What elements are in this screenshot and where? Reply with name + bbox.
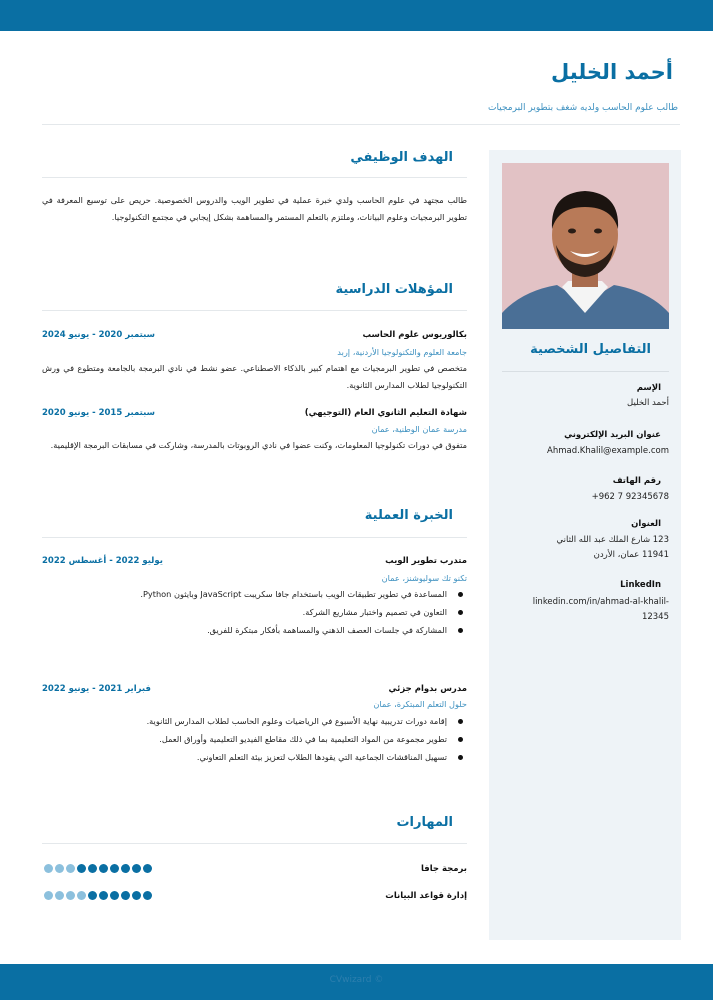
- skill-dot: [110, 864, 119, 873]
- education-description: متفوق في دورات تكنولوجيا المعلومات، وكنت عضوا في نادي الروبوتات بالمدرسة، وشاركت في مسابقات البرمجة الإقليمية.: [50, 440, 467, 450]
- skill-dot: [121, 864, 130, 873]
- skill-dot: [77, 891, 86, 900]
- degree-title: شهادة التعليم الثانوي العام (التوجيهي): [304, 408, 467, 418]
- skill-dot: [110, 891, 119, 900]
- footer-brand: CVwizard ©: [329, 975, 384, 985]
- list-item: المشاركة في جلسات العصف الذهني والمساهمة بأفكار مبتكرة للفريق.: [42, 622, 467, 638]
- skill-dot: [143, 864, 152, 873]
- education-institution: جامعة العلوم والتكنولوجيا الأردنية، إربد: [337, 347, 467, 357]
- name-label: الإسم: [636, 383, 661, 393]
- skill-dot: [44, 891, 53, 900]
- linkedin-line-2: 12345: [641, 612, 669, 622]
- bottom-banner: [0, 964, 713, 1000]
- address-label: العنوان: [631, 519, 661, 529]
- profile-photo: [502, 163, 669, 329]
- skill-dot: [99, 864, 108, 873]
- degree-dates: سبتمبر 2015 - يونيو 2020: [42, 408, 155, 418]
- education-institution: مدرسة عمان الوطنية، عمان: [371, 424, 467, 434]
- experience-item-header: [42, 556, 467, 568]
- personal-details-sidebar: [489, 150, 681, 940]
- skills-title: المهارات: [396, 815, 453, 830]
- job-company: حلول التعلم المبتكرة، عمان: [373, 699, 467, 709]
- skill-dot: [88, 891, 97, 900]
- skill-dot: [77, 864, 86, 873]
- education-title: المؤهلات الدراسية: [335, 282, 453, 297]
- list-item: المساعدة في تطوير تطبيقات الويب باستخدام جافا سكريبت JavaScript وبايثون Python.: [42, 586, 467, 602]
- skill-dot: [143, 891, 152, 900]
- skill-level-dots: [44, 891, 152, 903]
- skill-dot: [66, 864, 75, 873]
- job-dates: يوليو 2022 - أغسطس 2022: [42, 556, 163, 566]
- linkedin-label: LinkedIn: [620, 580, 661, 590]
- list-item: تطوير مجموعة من المواد التعليمية بما في ذلك مقاطع الفيديو التعليمية وأوراق العمل.: [42, 731, 467, 747]
- degree-title: بكالوريوس علوم الحاسب: [362, 330, 467, 340]
- skill-dot: [55, 864, 64, 873]
- education-divider: [42, 310, 467, 311]
- personal-details-title: التفاصيل الشخصية: [530, 342, 651, 357]
- skill-dot: [66, 891, 75, 900]
- name-value: أحمد الخليل: [627, 398, 669, 408]
- job-duties-list: [42, 586, 467, 640]
- person-avatar-icon: [502, 163, 669, 329]
- skill-dot: [88, 864, 97, 873]
- job-dates: فبراير 2021 - يونيو 2022: [42, 684, 151, 694]
- education-item-header: [42, 330, 467, 342]
- skill-dot: [99, 891, 108, 900]
- top-banner: [0, 0, 713, 31]
- address-line-2: 11941 عمان، الأردن: [593, 550, 669, 560]
- job-duties-list: [42, 713, 467, 767]
- candidate-tagline: طالب علوم الحاسب ولديه شغف بتطوير البرمجيات: [488, 103, 678, 113]
- phone-label: رقم الهاتف: [612, 476, 661, 486]
- objective-title: الهدف الوظيفي: [350, 150, 453, 165]
- education-description: متخصص في تطوير البرمجيات مع اهتمام كبير بالذكاء الاصطناعي. عضو نشط في نادي البرمجة بالجامعة ومتطوع في ورش التكنولوجيا لطلاب المدارس الثانوية.: [42, 363, 467, 390]
- skill-dot: [121, 891, 130, 900]
- skill-level-dots: [44, 864, 152, 876]
- header-divider: [42, 124, 680, 125]
- sidebar-divider: [502, 371, 669, 372]
- skill-dot: [44, 864, 53, 873]
- email-value: Ahmad.Khalil@example.com: [547, 446, 669, 456]
- education-item-header: [42, 408, 467, 420]
- list-item: تسهيل المناقشات الجماعية التي يقودها الطلاب لتعزيز بيئة التعلم التعاوني.: [42, 749, 467, 765]
- skill-dot: [132, 891, 141, 900]
- objective-divider: [42, 177, 467, 178]
- job-title: متدرب تطوير الويب: [385, 556, 467, 566]
- list-item: التعاون في تصميم واختبار مشاريع الشركة.: [42, 604, 467, 620]
- address-line-1: 123 شارع الملك عبد الله الثاني: [556, 535, 669, 545]
- skill-name: برمجة جافا: [420, 864, 467, 874]
- experience-title: الخبرة العملية: [364, 508, 453, 523]
- email-label: عنوان البريد الإلكتروني: [564, 430, 661, 440]
- candidate-name: أحمد الخليل: [551, 60, 673, 84]
- skill-dot: [132, 864, 141, 873]
- skills-divider: [42, 843, 467, 844]
- skill-name: إدارة قواعد البيانات: [385, 891, 467, 901]
- phone-value: +962 7 92345678: [591, 492, 669, 502]
- job-company: تكنو تك سوليوشنز، عمان: [381, 573, 467, 583]
- skill-dot: [55, 891, 64, 900]
- experience-divider: [42, 537, 467, 538]
- list-item: إقامة دورات تدريبية نهاية الأسبوع في الرياضيات وعلوم الحاسب لطلاب المدارس الثانوية.: [42, 713, 467, 729]
- job-title: مدرس بدوام جزئي: [388, 684, 467, 694]
- experience-item-header: [42, 684, 467, 696]
- linkedin-line-1: linkedin.com/in/ahmad-al-khalil-: [532, 597, 669, 607]
- degree-dates: سبتمبر 2020 - يونيو 2024: [42, 330, 155, 340]
- objective-text: طالب مجتهد في علوم الحاسب ولدي خبرة عملية في تطوير الويب والدروس الخصوصية. حريص على توسيع المعرفة في تطوير البرمجيات وعلوم البيانات، وملتزم بالتعلم المستمر والمساهمة بشكل إيجابي في مجتمع التكنولوجيا.: [42, 195, 467, 222]
